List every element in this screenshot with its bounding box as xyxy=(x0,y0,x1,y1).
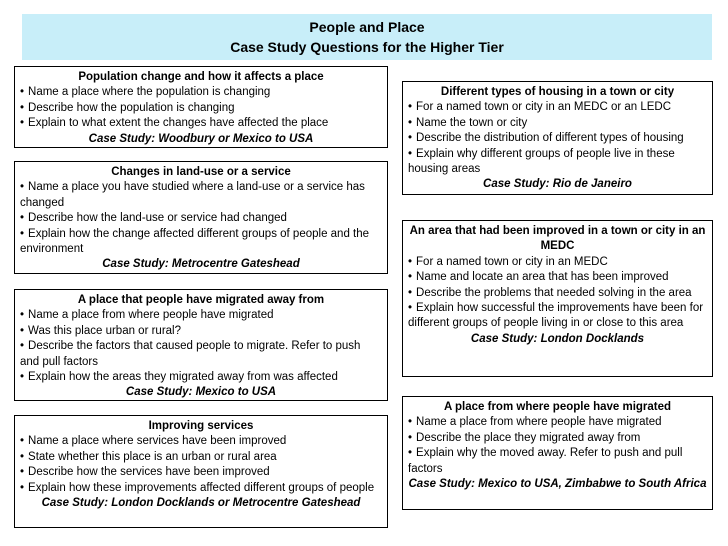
bullet-item: • Name the town or city xyxy=(408,116,707,131)
bullet-item: • Was this place urban or rural? xyxy=(20,324,382,339)
bullet-item: • Name and locate an area that has been improved xyxy=(408,270,707,285)
box-land-use-change xyxy=(14,161,388,274)
bullet-item: • Explain to what extent the changes have affected the place xyxy=(20,116,382,131)
bullet-item: • Describe how the population is changing xyxy=(20,101,382,116)
bullet-item: • Explain why the moved away. Refer to push and pull factors xyxy=(408,446,707,477)
bullet-item: • Describe the distribution of different types of housing xyxy=(408,131,707,146)
case-study-label: Case Study: Mexico to USA xyxy=(125,386,277,399)
bullet-item: • Explain how the change affected different groups of people and the environment xyxy=(20,227,382,258)
box-title: Improving services xyxy=(148,420,254,432)
case-study-label: Case Study: Rio de Janeiro xyxy=(483,178,632,191)
bullet-item: • Name a place from where people have migrated xyxy=(20,308,382,323)
case-study-label: Case Study: Metrocentre Gateshead xyxy=(102,258,300,271)
bullet-item: • Name a place where services have been improved xyxy=(20,434,382,449)
bullet-item: • State whether this place is an urban or rural area xyxy=(20,450,382,465)
box-title: An area that had been improved in a town or city in an MEDC xyxy=(409,225,706,253)
bullet-item: • Name a place from where people have migrated xyxy=(408,415,707,430)
page-subtitle: Case Study Questions for the Higher Tier xyxy=(230,39,504,55)
box-title: Population change and how it affects a place xyxy=(78,71,324,83)
case-study-label: Case Study: London Docklands xyxy=(470,332,645,345)
bullet-item: • Explain how these improvements affected different groups of people xyxy=(20,481,382,496)
bullet-item: • Describe how the services have been improved xyxy=(20,465,382,480)
bullet-item: • Explain how the areas they migrated away from was affected xyxy=(20,370,382,385)
bullet-item: • Describe the problems that needed solving in the area xyxy=(408,286,707,301)
bullet-item: • Describe the factors that caused people to migrate. Refer to push and pull factors xyxy=(20,339,382,370)
page-title: People and Place xyxy=(309,19,425,35)
box-migrated-away xyxy=(14,289,388,401)
bullet-item: • Describe how the land-use or service had changed xyxy=(20,211,382,226)
bullet-item: • Explain why different groups of people live in these housing areas xyxy=(408,147,707,178)
box-migrated-from xyxy=(402,396,713,510)
box-title: Different types of housing in a town or city xyxy=(440,86,675,98)
case-study-label: Case Study: Mexico to USA, Zimbabwe to South Africa xyxy=(408,478,707,491)
bullet-item: • Describe the place they migrated away from xyxy=(408,431,707,446)
case-study-label: Case Study: Woodbury or Mexico to USA xyxy=(88,132,314,145)
bullet-item: • Name a place you have studied where a land-use or a service has changed xyxy=(20,180,382,211)
bullet-item: • Name a place where the population is changing xyxy=(20,85,382,100)
box-title: A place from where people have migrated xyxy=(443,401,672,413)
title-banner xyxy=(22,14,712,60)
box-population-change xyxy=(14,66,388,148)
bullet-item: • For a named town or city in an MEDC xyxy=(408,255,707,270)
box-housing-types xyxy=(402,81,713,195)
box-title: Changes in land-use or a service xyxy=(111,166,291,178)
case-study-label: Case Study: London Docklands or Metrocentre Gateshead xyxy=(41,497,361,510)
box-improved-area xyxy=(402,220,713,377)
box-title: A place that people have migrated away from xyxy=(77,294,325,306)
box-improving-services xyxy=(14,415,388,528)
bullet-item: • For a named town or city in an MEDC or an LEDC xyxy=(408,100,707,115)
bullet-item: • Explain how successful the improvements have been for different groups of people living in or close to this area xyxy=(408,301,707,332)
